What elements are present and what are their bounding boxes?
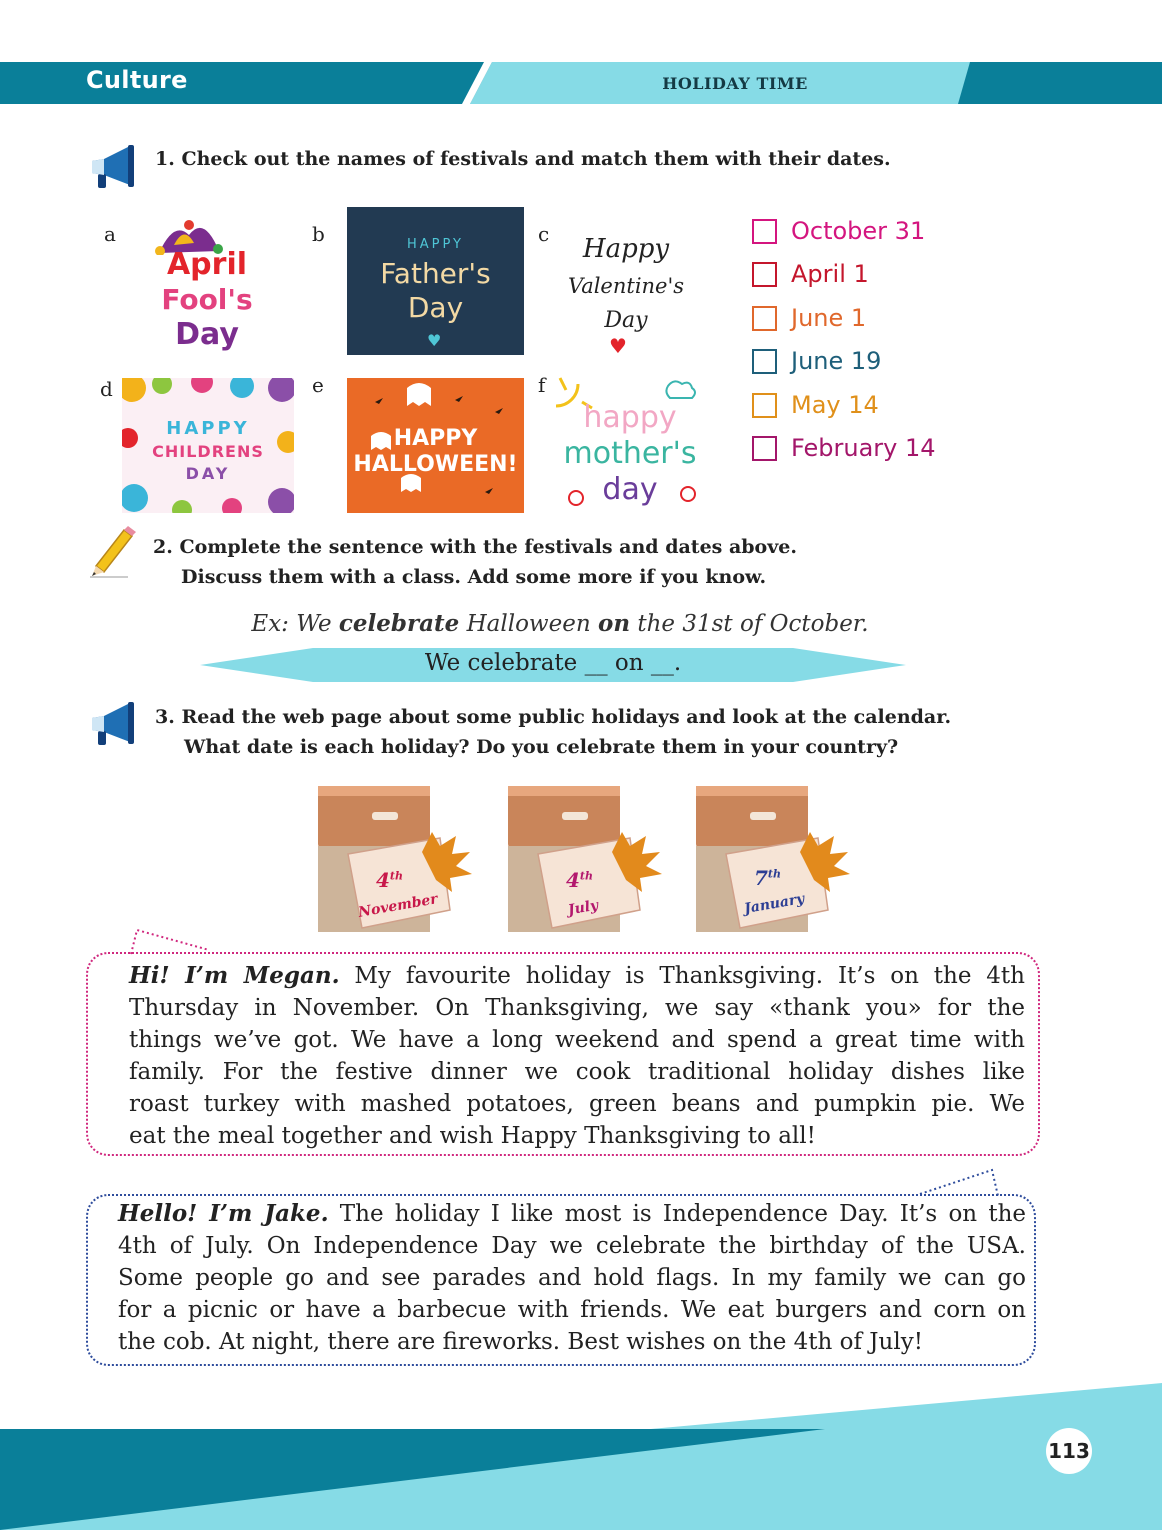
checkbox[interactable] [752,393,777,418]
picture-letter-a: a [104,222,116,246]
picture-letter-c: c [538,222,550,246]
megan-greeting: Hi! I’m Megan. [129,962,340,989]
heart-icon: ♥ [609,334,627,358]
valentines-day-picture: Happy Valentine's Day ♥ [553,222,699,362]
checkbox[interactable] [752,219,777,244]
picture-letter-b: b [312,222,325,246]
heart-icon: ♥ [427,331,442,350]
picture-letter-d: d [100,377,113,401]
april-fools-picture: April Fool's Day [148,215,266,357]
calendar-january [690,782,860,940]
section-title: Culture [86,66,188,94]
halloween-picture: HAPPY HALLOWEEN! [347,378,524,513]
calendar-day: 4th [376,868,404,892]
calendar-icon [312,782,482,940]
date-option-june-19[interactable]: June 19 [752,346,881,376]
pencil-icon [88,526,136,578]
checkbox[interactable] [752,349,777,374]
task3-instruction-line2: What date is each holiday? Do you celebrate them in your country? [184,736,899,758]
example-sentence: Ex: We celebrate Halloween on the 31st of October. [251,610,869,637]
topic-title: HOLIDAY TIME [662,74,808,93]
fathers-day-picture: HAPPY Father's Day ♥ [347,207,524,355]
task2-instruction-line2: Discuss them with a class. Add some more if you know. [181,566,767,588]
mothers-day-picture: happy mother's day [556,376,704,513]
task3-instruction-line1: 3. Read the web page about some public holidays and look at the calendar. [155,706,952,728]
megan-paragraph: Hi! I’m Megan. My favourite holiday is Thanksgiving. It’s on the 4th Thursday in November. On Thanksgiving, we say «thank you» for the things we’ve got. We have a long weekend and spend a great time with family. For the festive dinner we cook traditional holiday dishes like roast turkey with mashed potatoes, green beans and pumpkin pie. We eat the meal together and wish Happy Thanksgiving to all! [129,962,1025,1149]
calendar-month: July [566,897,600,919]
task2-instruction-line1: 2. Complete the sentence with the festivals and dates above. [153,536,797,558]
calendar-month: January [743,890,806,918]
calendar-month: November [357,891,439,921]
date-option-april-1[interactable]: April 1 [752,259,869,289]
date-option-may-14[interactable]: May 14 [752,390,879,420]
calendar-icon [690,782,860,940]
calendar-november [312,782,482,940]
calendar-day: 7th [754,866,782,890]
date-option-june-1[interactable]: June 1 [752,303,866,333]
picture-letter-f: f [538,373,546,397]
date-option-february-14[interactable]: February 14 [752,433,936,463]
task1-instruction: 1. Check out the names of festivals and match them with their dates. [155,148,891,170]
jake-greeting: Hello! I’m Jake. [118,1200,329,1227]
checkbox[interactable] [752,436,777,461]
calendar-icon [502,782,672,940]
page-number: 113 [1046,1428,1092,1474]
date-option-october-31[interactable]: October 31 [752,216,925,246]
pattern-sentence: We celebrate __ on __. [424,650,682,676]
calendar-day: 4th [566,868,594,892]
jake-paragraph: Hello! I’m Jake. The holiday I like most is Independence Day. It’s on the 4th of July. On Independence Day we celebrate the birthday of the USA. Some people go and see parades and hold flags. In my family we can go for a picnic or have a barbecue with friends. We eat burgers and corn on the cob. At night, there are fireworks. Best wishes on the 4th of July! [118,1200,1026,1355]
picture-letter-e: e [312,373,324,397]
childrens-day-picture: HAPPY CHILDRENS DAY [122,378,294,513]
megaphone-icon [88,702,138,748]
megaphone-icon [88,145,138,191]
calendar-july [502,782,672,940]
checkbox[interactable] [752,262,777,287]
checkbox[interactable] [752,306,777,331]
